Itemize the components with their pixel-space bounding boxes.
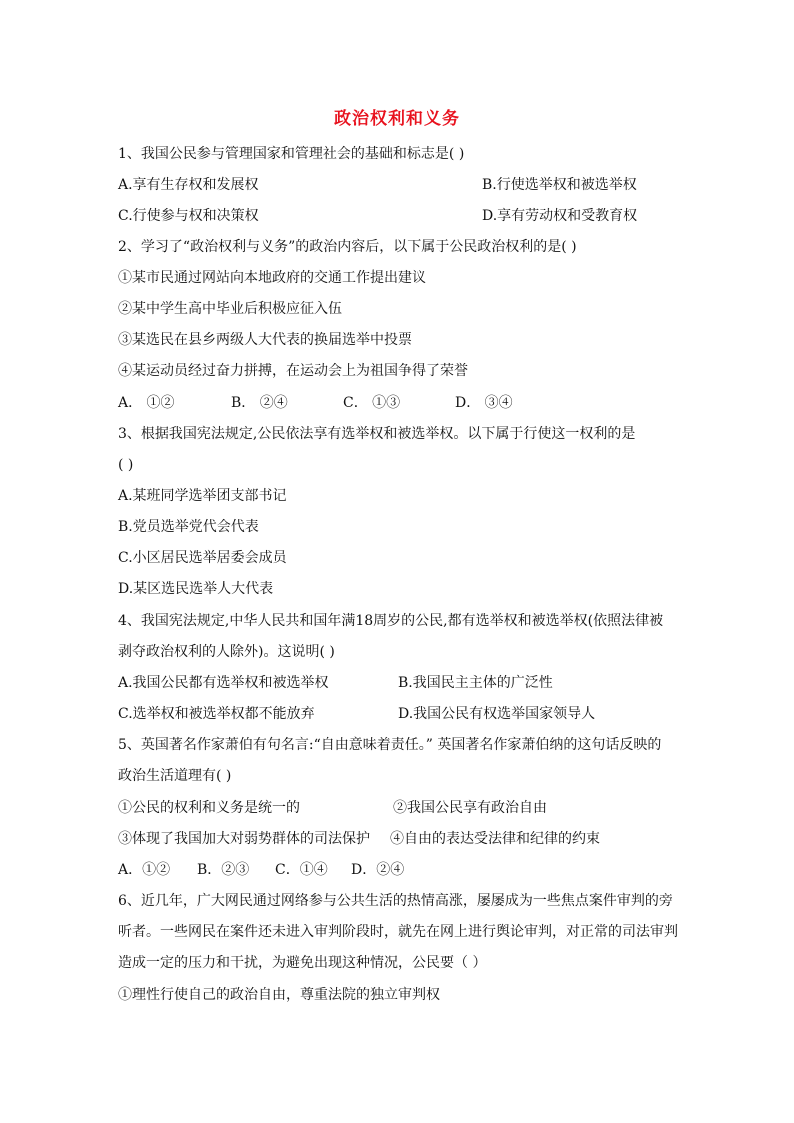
q4-stem: 4、我国宪法规定,中华人民共和国年满18周岁的公民,都有选举权和被选举权(依照法律被	[118, 613, 664, 629]
q4-stem-cont: 剥夺政治权利的人除外)。这说明( )	[118, 644, 335, 660]
q2-option-a: A． ①②	[118, 395, 175, 411]
q2-statement-3: ③某选民在县乡两级人大代表的换届选举中投票	[118, 332, 412, 348]
q2-stem: 2、学习了“政治权利与义务”的政治内容后，以下属于公民政治权利的是( )	[118, 239, 577, 255]
q6-statement-1: ①理性行使自己的政治自由，尊重法院的独立审判权	[118, 987, 440, 1003]
q2-statement-4: ④某运动员经过奋力拼搏，在运动会上为祖国争得了荣誉	[118, 363, 468, 379]
q4-option-a: A.我国公民都有选举权和被选举权	[118, 675, 329, 691]
q4-option-d: D.我国公民有权选举国家领导人	[398, 706, 596, 722]
q2-statement-2: ②某中学生高中毕业后积极应征入伍	[118, 301, 342, 317]
q5-statement-4: ④自由的表达受法律和纪律的约束	[390, 831, 600, 847]
q2-statement-1: ①某市民通过网站向本地政府的交通工作提出建议	[118, 270, 426, 286]
q4-option-b: B.我国民主主体的广泛性	[398, 675, 553, 691]
q3-stem-cont: ( )	[118, 457, 134, 473]
q5-option-a: A．①②	[118, 862, 171, 878]
q5-option-b: B．②③	[197, 862, 250, 878]
q3-stem: 3、根据我国宪法规定,公民依法享有选举权和被选举权。以下属于行使这一权利的是	[118, 426, 636, 442]
q5-option-d: D．②④	[351, 862, 405, 878]
q5-stem-cont: 政治生活道理有( )	[118, 768, 232, 784]
q5-statement-3: ③体现了我国加大对弱势群体的司法保护	[118, 831, 370, 847]
q4-option-c: C.选举权和被选举权都不能放弃	[118, 706, 315, 722]
page-title: 政治权利和义务	[334, 109, 460, 129]
q3-option-b: B.党员选举党代会代表	[118, 519, 259, 535]
q2-option-b: B． ②④	[231, 395, 288, 411]
q6-stem-cont-1: 听者。一些网民在案件还未进入审判阶段时，就先在网上进行舆论审判，对正常的司法审判	[118, 924, 678, 940]
q5-statement-2: ②我国公民享有政治自由	[393, 800, 547, 816]
q1-stem: 1、我国公民参与管理国家和管理社会的基础和标志是( )	[118, 146, 465, 162]
q6-stem: 6、近几年，广大网民通过网络参与公共生活的热情高涨，屡屡成为一些焦点案件审判的旁	[118, 893, 673, 909]
q1-option-b: B.行使选举权和被选举权	[482, 177, 637, 193]
q6-stem-cont-2: 造成一定的压力和干扰，为避免出现这种情况，公民要（ ）	[118, 955, 487, 971]
q3-option-c: C.小区居民选举居委会成员	[118, 550, 287, 566]
q3-option-d: D.某区选民选举人大代表	[118, 581, 274, 597]
q2-option-d: D． ③④	[455, 395, 513, 411]
q1-option-d: D.享有劳动权和受教育权	[482, 208, 638, 224]
q1-option-a: A.享有生存权和发展权	[118, 177, 259, 193]
q2-option-c: C． ①③	[343, 395, 401, 411]
q5-statement-1: ①公民的权利和义务是统一的	[118, 800, 300, 816]
q1-option-c: C.行使参与权和决策权	[118, 208, 259, 224]
q3-option-a: A.某班同学选举团支部书记	[118, 488, 287, 504]
q5-stem: 5、英国著名作家萧伯有句名言:“自由意味着责任。” 英国著名作家萧伯纳的这句话反映的	[118, 737, 662, 753]
q5-option-c: C．①④	[275, 862, 328, 878]
